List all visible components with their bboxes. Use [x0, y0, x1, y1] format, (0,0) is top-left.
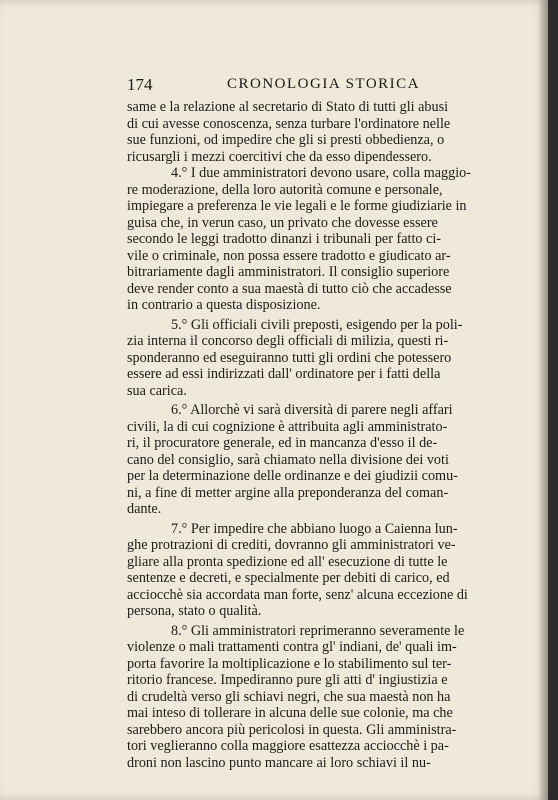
page-number: 174: [127, 75, 153, 94]
text-line: 8.° Gli amministratori reprimeranno severamente le: [171, 622, 465, 639]
text-line: essere ad essi indirizzati dall' ordinatore per i fatti della: [127, 366, 441, 382]
text-line: ritorio francese. Impediranno pure gli atti d' ingiustizia e: [127, 672, 448, 688]
text-line: vile o criminale, non possa essere tradotto e giudicato ar-: [127, 247, 451, 264]
text-line: guisa che, in verun caso, un privato che dovesse essere: [127, 214, 438, 231]
text-line: porta favorire la moltiplicazione e lo stabilimento sul ter-: [127, 655, 452, 672]
text-line: 5.° Gli officiali civili preposti, esigendo per la poli-: [171, 316, 463, 333]
text-line: tori veglieranno colla maggiore esattezza acciocchè i pa-: [127, 738, 449, 754]
text-line: deve render conto a sua maestà di tutto ciò che accadesse: [127, 280, 452, 297]
text-line: droni non lascino punto mancare ai loro schiavi il nu-: [127, 754, 431, 771]
text-line: sentenze e decreti, e specialmente per debiti di carico, ed: [127, 570, 450, 586]
running-head: CRONOLOGIA STORICA: [227, 76, 420, 92]
text-line: ricusargli i mezzi coercitivi che da esso dipendessero.: [127, 148, 432, 165]
text-line: re moderazione, della loro autorità comune e personale,: [127, 181, 443, 198]
text-line: violenze o mali trattamenti contra gl' indiani, de' quali im-: [127, 639, 457, 655]
body-text: [127, 99, 515, 771]
text-line: in contrario a questa disposizione.: [127, 297, 321, 313]
text-line: cano del consiglio, sarà chiamato nella divisione dei voti: [127, 451, 449, 468]
text-line: sponderanno ed eseguiranno tutti gli ordini che potessero: [127, 349, 452, 366]
text-line: 4.° I due amministratori devono usare, colla maggio-: [171, 165, 471, 181]
text-line: per la determinazione delle ordinanze e dei giudizii comu-: [127, 468, 458, 484]
text-line: secondo le leggi tradotto dinanzi i tribunali per fatto ci-: [127, 231, 441, 247]
text-line: sua carica.: [127, 382, 187, 399]
text-line: mai inteso di tollerare in alcuna delle sue colonie, ma che: [127, 705, 453, 721]
page-header: [127, 75, 513, 95]
text-line: di crudeltà verso gli schiavi negri, che sua maestà non ha: [127, 688, 451, 705]
text-line: di cui avesse conoscenza, senza turbare l'ordinatore nelle: [127, 115, 451, 132]
text-line: same e la relazione al secretario di Stato di tutti gli abusi: [127, 99, 449, 115]
text-line: ri, il procuratore generale, ed in mancanza d'esso il de-: [127, 435, 438, 451]
text-line: sarebbero ancora più pericolosi in questa. Gli amministra-: [127, 721, 457, 738]
text-line: zia interna il concorso degli officiali di milizia, questi ri-: [127, 333, 449, 349]
text-line: sue funzioni, od impedire che gli si presti obbedienza, o: [127, 132, 445, 148]
text-line: acciocchè sia accordata man forte, senz' alcuna eccezione di: [127, 586, 468, 603]
text-line: dante.: [127, 501, 162, 517]
text-line: ni, a fine di metter argine alla preponderanza del coman-: [127, 484, 449, 501]
text-line: bitrariamente dagli amministratori. Il consiglio superiore: [127, 264, 450, 280]
text-line: 7.° Per impedire che abbiano luogo a Caienna lun-: [171, 520, 458, 537]
text-line: impiegare a preferenza le vie legali e le forme giudiziarie in: [127, 198, 467, 214]
text-line: civili, la di cui cognizione è attribuita agli amministrato-: [127, 418, 448, 435]
text-line: gliare alla pronta spedizione ed all' esecuzione di tutte le: [127, 553, 448, 570]
text-line: ghe protrazioni di crediti, dovranno gli amministratori ve-: [127, 537, 456, 553]
text-line: persona, stato o qualità.: [127, 603, 262, 619]
text-line: 6.° Allorchè vi sarà diversità di parere negli affari: [171, 402, 453, 418]
